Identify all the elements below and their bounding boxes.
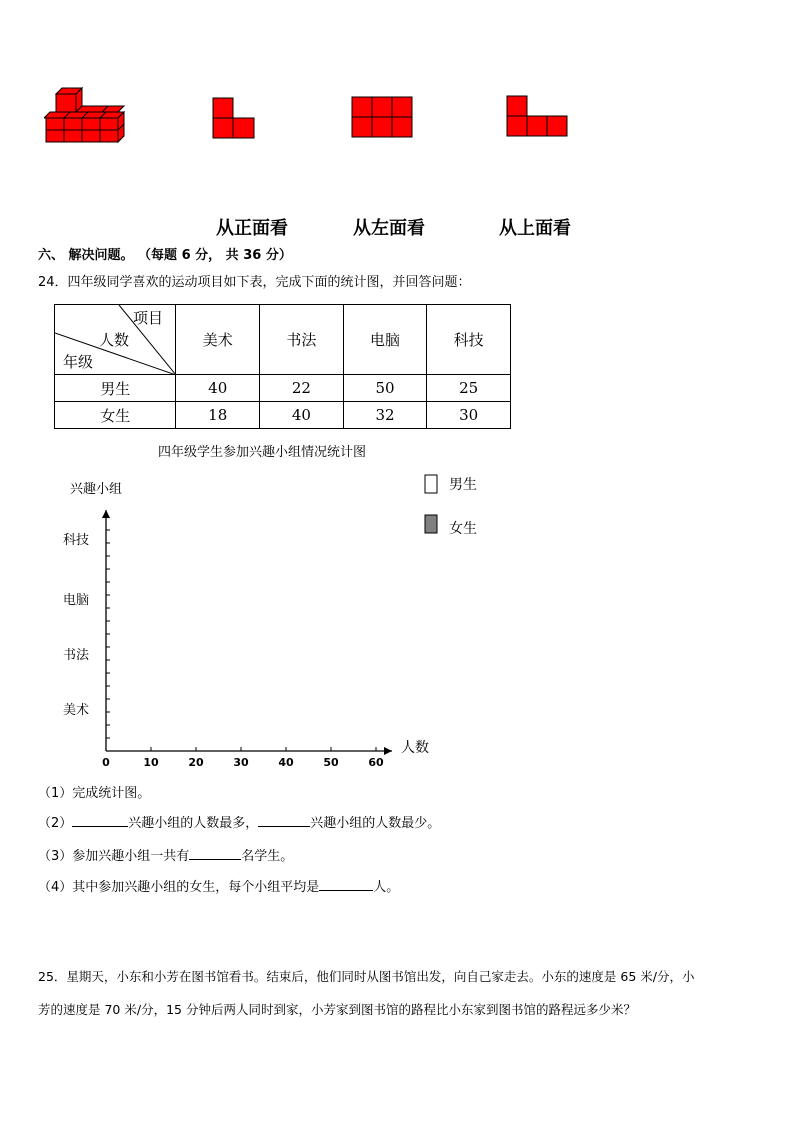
subquestion-4-prefix: （4）其中参加兴趣小组的女生，每个小组平均是 <box>38 880 320 895</box>
subquestion-3-suffix: 名学生。 <box>241 849 294 864</box>
bar-chart <box>40 470 500 775</box>
top-view-drawing <box>506 95 568 137</box>
subquestion-2-suffix: 兴趣小组的人数最少。 <box>310 816 441 831</box>
legend-label-male: 男生 <box>449 477 477 493</box>
x-tick-label: 60 <box>368 756 384 769</box>
subquestion-2-prefix: （2） <box>38 816 73 831</box>
x-tick-label: 10 <box>143 756 159 769</box>
table-row <box>55 402 511 429</box>
answer-blank[interactable] <box>189 847 241 860</box>
column-header: 书法 <box>260 305 344 375</box>
left-view-label: 从左面看 <box>353 218 425 239</box>
row-label: 女生 <box>55 402 176 429</box>
table-cell: 40 <box>260 402 344 429</box>
column-header: 美术 <box>176 305 260 375</box>
table-cell: 22 <box>260 375 344 402</box>
x-axis-arrow <box>384 747 392 755</box>
subquestion-4 <box>38 876 399 895</box>
chart-title: 四年级学生参加兴趣小组情况统计图 <box>158 445 367 460</box>
legend-swatch-female <box>425 515 437 533</box>
table-cell: 40 <box>176 375 260 402</box>
column-header: 科技 <box>427 305 511 375</box>
data-table <box>54 304 511 429</box>
subquestion-1: （1）完成统计图。 <box>38 786 151 801</box>
subquestion-3-prefix: （3）参加兴趣小组一共有 <box>38 849 190 864</box>
legend-swatch-male <box>425 475 437 493</box>
question-25-line-2: 芳的速度是 70 米/分，15 分钟后两人同时到家，小芳家到图书馆的路程比小东家到图书馆的路程远多少米？ <box>38 1002 636 1017</box>
x-tick-label: 40 <box>278 756 294 769</box>
y-category-label: 书法 <box>63 648 90 663</box>
top-view-label: 从上面看 <box>499 218 571 239</box>
subquestion-2-mid: 兴趣小组的人数最多， <box>128 816 259 831</box>
answer-blank[interactable] <box>258 814 310 827</box>
table-cell: 25 <box>427 375 511 402</box>
header-grade-label: 年级 <box>63 353 94 371</box>
answer-blank[interactable] <box>319 878 373 891</box>
front-view-label: 从正面看 <box>216 218 288 239</box>
table-cell: 30 <box>427 402 511 429</box>
y-category-label: 美术 <box>63 703 90 718</box>
table-cell: 32 <box>343 402 427 429</box>
subquestion-2 <box>38 812 440 831</box>
x-axis-title: 人数 <box>401 740 429 756</box>
left-view-drawing <box>351 96 413 138</box>
question-25-line-1: 25．星期天，小东和小芳在图书馆看书。结束后，他们同时从图书馆出发，向自己家走去。小东的速度是 65 米/分，小 <box>38 969 695 984</box>
table-row <box>55 375 511 402</box>
answer-blank[interactable] <box>72 814 128 827</box>
y-category-label: 科技 <box>63 533 90 548</box>
table-cell: 50 <box>343 375 427 402</box>
legend-label-female: 女生 <box>449 521 477 537</box>
cube-3d-drawing <box>44 84 128 146</box>
section-title: 六、 解决问题。 （每题 6 分， 共 36 分） <box>38 248 292 263</box>
row-label: 男生 <box>55 375 176 402</box>
subquestion-4-suffix: 人。 <box>373 880 400 895</box>
y-category-label: 电脑 <box>63 593 90 608</box>
question-24-prompt: 24．四年级同学喜欢的运动项目如下表，完成下面的统计图，并回答问题： <box>38 275 471 290</box>
header-item-label: 项目 <box>133 309 164 327</box>
front-view-drawing <box>212 97 256 139</box>
y-axis-title: 兴趣小组 <box>70 482 123 497</box>
x-tick-label: 0 <box>102 756 110 769</box>
x-tick-label: 20 <box>188 756 204 769</box>
y-axis-arrow <box>102 510 110 518</box>
x-tick-label: 30 <box>233 756 249 769</box>
subquestion-3 <box>38 845 293 864</box>
x-tick-label: 50 <box>323 756 339 769</box>
table-header-diagonal-cell <box>55 305 176 375</box>
header-count-label: 人数 <box>99 331 130 349</box>
table-cell: 18 <box>176 402 260 429</box>
column-header: 电脑 <box>343 305 427 375</box>
